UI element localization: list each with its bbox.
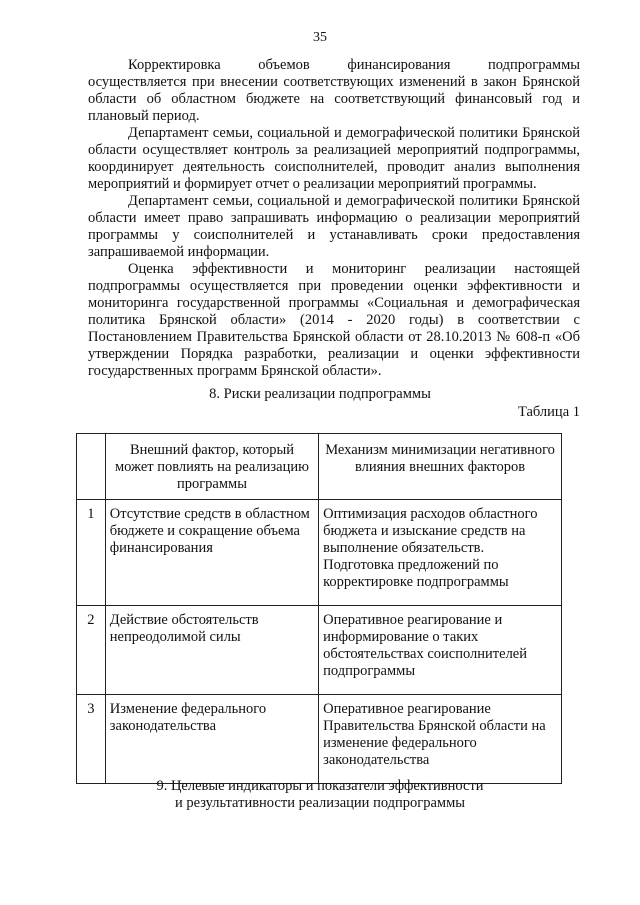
table-row: [77, 695, 562, 784]
row-mechanism: Оптимизация расходов областного бюджета и изыскание средств на выполнение обязательств. Подготовка предложений по корректировке подпрограммы: [319, 500, 562, 606]
paragraph-information-request: Департамент семьи, социальной и демографической политики Брянской области имеет право запрашивать информацию о реализации мероприятий программы у соисполнителей и устанавливать сроки предоставления запрашиваемой информации.: [88, 193, 580, 260]
paragraph-department-control: Департамент семьи, социальной и демографической политики Брянской области осуществляет контроль за реализацией мероприятий подпрограммы, координирует деятельность соисполнителей, проводит анализ выполнения мероприятий и формирует отчет о реализации мероприятий программы.: [88, 125, 580, 192]
row-factor: Отсутствие средств в областном бюджете и сокращение объема финансирования: [105, 500, 318, 606]
section-9-heading-line-2: и результативности реализации подпрограммы: [174, 795, 466, 811]
paragraph-efficiency-evaluation: Оценка эффективности и мониторинг реализации настоящей подпрограммы осуществляется при проведении оценки эффективности и мониторинга государственной программы «Социальная и демографическая политика Брянской области» (2014 - 2020 годы) в соответствии с Постановлением Правительства Брянской области от 28.10.2013 № 608-п «Об утверждении Порядка разработки, реализации и оценки эффективности государственных программ Брянской области».: [88, 261, 580, 379]
table-caption: Таблица 1: [517, 404, 580, 420]
row-number: 1: [77, 500, 106, 606]
section-9-heading-line-1: 9. Целевые индикаторы и показатели эффективности: [156, 778, 484, 794]
header-mitigation-mechanism: Механизм минимизации негативного влияния внешних факторов: [319, 434, 562, 500]
row-factor: Изменение федерального законодательства: [105, 695, 318, 784]
row-mechanism: Оперативное реагирование Правительства Брянской области на изменение федерального законодательства: [319, 695, 562, 784]
section-8-heading: 8. Риски реализации подпрограммы: [209, 386, 431, 402]
table-header-row: [77, 434, 562, 500]
table-row: [77, 500, 562, 606]
header-number: [77, 434, 106, 500]
row-mechanism: Оперативное реагирование и информирование о таких обстоятельствах соисполнителей подпрограммы: [319, 606, 562, 695]
row-number: 3: [77, 695, 106, 784]
table-row: [77, 606, 562, 695]
header-external-factor: Внешний фактор, который может повлиять на реализацию программы: [105, 434, 318, 500]
page-number: 35: [313, 30, 327, 45]
row-factor: Действие обстоятельств непреодолимой силы: [105, 606, 318, 695]
paragraph-financing-adjustment: Корректировка объемов финансирования подпрограммы осуществляется при внесении соответствующих изменений в закон Брянской области об областном бюджете на соответствующий финансовый год и плановый период.: [88, 57, 580, 124]
section-9-heading: [0, 778, 640, 812]
body-text: [88, 57, 580, 380]
risks-table: [76, 433, 562, 784]
row-number: 2: [77, 606, 106, 695]
